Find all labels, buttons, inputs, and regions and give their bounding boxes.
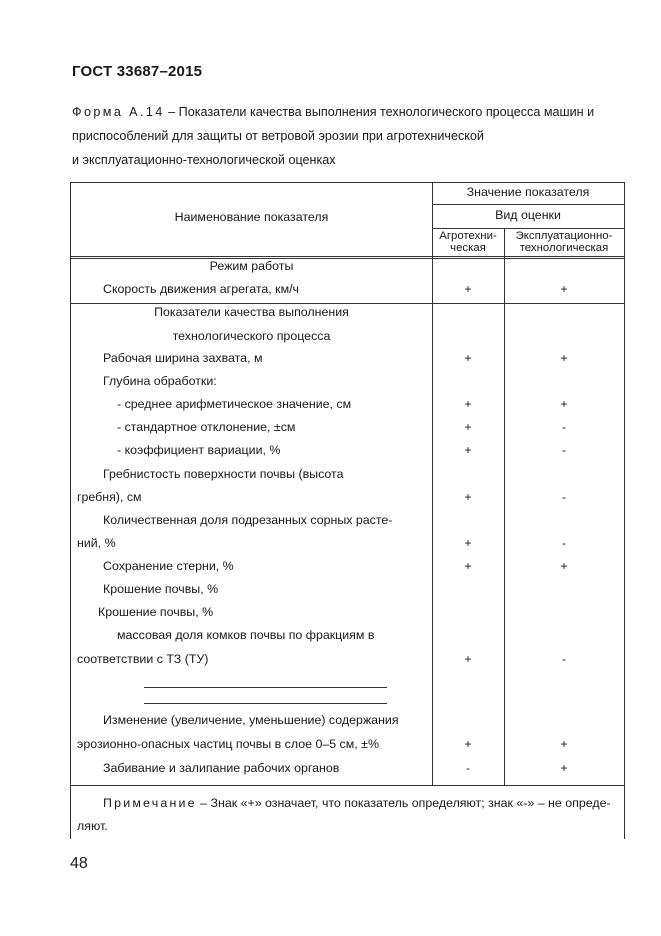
row-weeds-agro: + (464, 536, 472, 550)
section-title-quality-2: технологического процесса (172, 329, 331, 343)
section-title-mode: Режим работы (209, 259, 294, 273)
row-label-clogging: Забивание и залипание рабочих органов (103, 761, 340, 775)
column-divider-1 (432, 183, 433, 785)
header-eval-type: Вид оценки (495, 208, 561, 222)
note-prefix: Примечание (103, 796, 197, 810)
page-number: 48 (70, 855, 88, 872)
table-note-line-1 (103, 796, 611, 810)
form-caption (72, 100, 632, 172)
row-label-erosion-line-1: Изменение (увеличение, уменьшение) содержания (103, 713, 399, 727)
row-ridge-expl: - (561, 490, 567, 504)
row-speed-expl: + (560, 282, 568, 296)
indicators-table (70, 182, 625, 839)
header-expl-line-2: технологическая (519, 242, 609, 254)
row-clogging-agro: - (465, 761, 471, 775)
row-speed-agro: + (464, 282, 472, 296)
caption-line-1 (72, 100, 632, 124)
row-stdev-agro: + (464, 420, 472, 434)
row-label-ridge-line-1: Гребнистость поверхности почвы (высота (103, 467, 344, 481)
row-stdev-expl: - (561, 420, 567, 434)
header-rule-2 (432, 228, 624, 229)
row-stubble-expl: + (560, 559, 568, 573)
row-label-crumb-2: Крошение почвы, % (98, 605, 214, 619)
row-weeds-expl: - (561, 536, 567, 550)
row-label-mean: - среднее арифметическое значение, см (117, 397, 352, 411)
header-name-column: Наименование показателя (174, 210, 329, 224)
row-clods-agro: + (464, 652, 472, 666)
section-title-quality-1: Показатели качества выполнения (154, 305, 349, 319)
fraction-placeholder-line-1 (144, 687, 387, 688)
row-label-depth: Глубина обработки: (103, 374, 217, 388)
row-label-ridge: гребня), см (77, 490, 142, 504)
header-value-group: Значение показателя (466, 185, 590, 199)
section-rule (71, 303, 624, 304)
row-cv-expl: - (561, 443, 567, 457)
note-text-1: – Знак «+» означает, что показатель определяют; знак «-» – не опреде- (196, 796, 611, 810)
row-label-clods-line-1: массовая доля комков почвы по фракциям в (117, 628, 375, 642)
header-bottom-rule (71, 256, 624, 257)
header-expl-line-1: Эксплуатационно- (515, 230, 613, 242)
row-clogging-expl: + (560, 761, 568, 775)
row-mean-expl: + (560, 397, 568, 411)
row-erosion-agro: + (464, 737, 472, 751)
row-label-weeds: ний, % (77, 536, 116, 550)
row-label-clods: соответствии с ТЗ (ТУ) (77, 652, 209, 666)
column-divider-2 (504, 228, 505, 785)
fraction-placeholder-line-2 (144, 703, 387, 704)
note-rule (71, 785, 624, 786)
header-agro-line-2: ческая (450, 242, 486, 254)
row-stubble-agro: + (464, 559, 472, 573)
row-cv-agro: + (464, 443, 472, 457)
row-ridge-agro: + (464, 490, 472, 504)
row-label-speed: Скорость движения агрегата, км/ч (103, 282, 299, 296)
caption-line-3: и эксплуатационно-технологической оценках (72, 153, 336, 167)
row-mean-agro: + (464, 397, 472, 411)
table-note-line-2: ляют. (77, 819, 108, 833)
row-label-width: Рабочая ширина захвата, м (103, 351, 263, 365)
row-width-agro: + (464, 351, 472, 365)
caption-prefix: Форма А.14 (72, 105, 165, 119)
row-erosion-expl: + (560, 737, 568, 751)
row-label-erosion: эрозионно-опасных частиц почвы в слое 0–5 см, ±% (77, 737, 379, 751)
header-agro-line-1: Агротехни- (439, 230, 497, 242)
header-rule-1 (432, 204, 624, 205)
row-label-stubble: Сохранение стерни, % (103, 559, 234, 573)
row-label-cv: - коэффициент вариации, % (117, 443, 281, 457)
row-width-expl: + (560, 351, 568, 365)
row-label-stdev: - стандартное отклонение, ±см (117, 420, 296, 434)
caption-line-2: приспособлений для защиты от ветровой эрозии при агротехнической (72, 129, 484, 143)
document-code: ГОСТ 33687–2015 (72, 63, 203, 80)
row-label-weeds-line-1: Количественная доля подрезанных сорных расте- (103, 513, 393, 527)
row-label-crumb-1: Крошение почвы, % (103, 582, 219, 596)
row-clods-expl: - (561, 652, 567, 666)
caption-line-1-text: – Показатели качества выполнения технологического процесса машин и (164, 105, 595, 119)
